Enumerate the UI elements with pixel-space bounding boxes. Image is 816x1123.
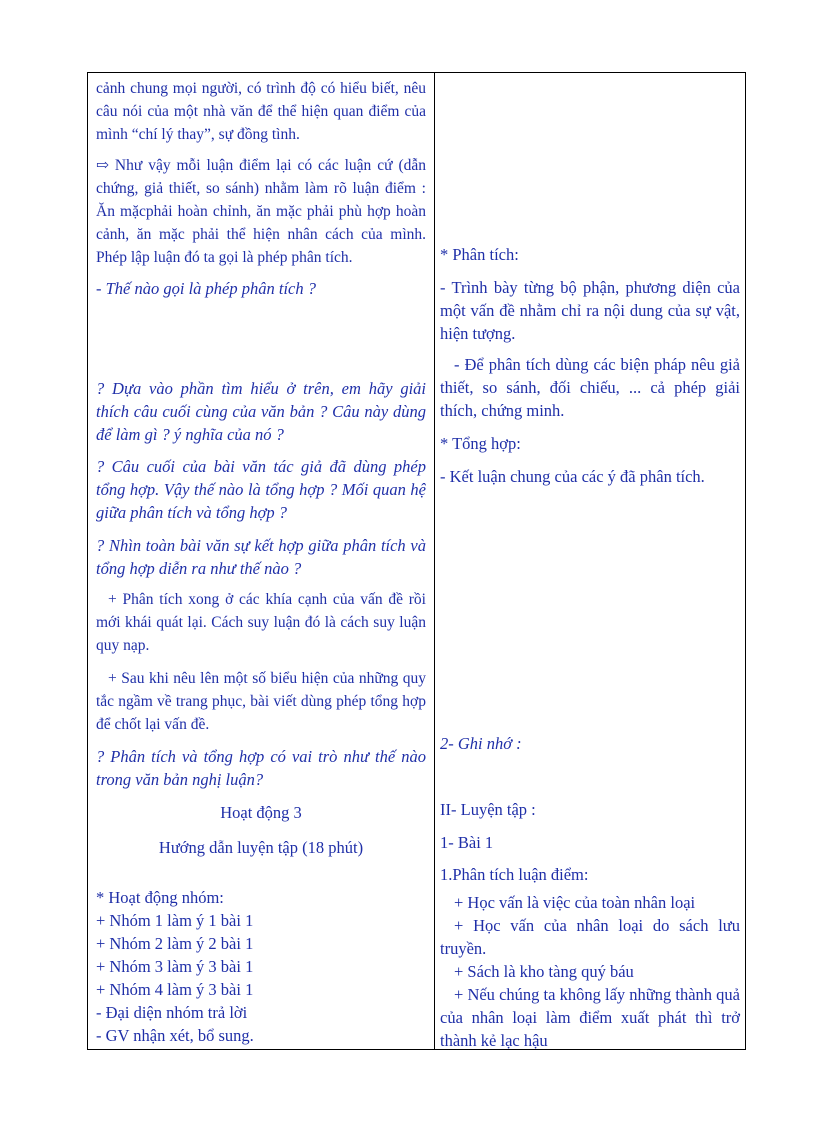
point-books-treasure: + Sách là kho tàng quý báu xyxy=(454,962,634,981)
paragraph-summary: ⇨ Như vậy mỗi luận điểm lại có các luận cứ (dẫn chứng, giả thiết, so sánh) nhằm làm rõ luận điểm : Ăn mặcphải hoàn chỉnh, ăn mặc phải phù hợp hoàn cảnh, ăn mặc phải thể hiện nhân cách của mình. Phép lập luận đó ta gọi là phép phân tích. xyxy=(96,157,426,266)
column-divider xyxy=(434,73,435,1049)
heading-remember: 2- Ghi nhớ : xyxy=(440,734,522,753)
question-role: ? Phân tích và tổng hợp có vai trò như thế nào trong văn bản nghị luận? xyxy=(96,747,426,789)
question-synthesis: ? Câu cuối của bài văn tác giả đã dùng phép tổng hợp. Vậy thế nào là tổng hợp ? Mối quan hệ giữa phân tích và tổng hợp ? xyxy=(96,457,426,522)
group-heading: * Hoạt động nhóm: xyxy=(96,888,224,907)
lesson-table xyxy=(87,72,746,1050)
point-books-transmit: + Học vấn của nhân loại do sách lưu truyền. xyxy=(440,916,740,958)
paragraph-context: cảnh chung mọi người, có trình độ có hiểu biết, nêu câu nói của một nhà văn để thể hiện quan điểm của mình “chí lý thay”, sự đồng tình. xyxy=(96,80,426,143)
group-item-4: + Nhóm 4 làm ý 3 bài 1 xyxy=(96,980,254,999)
teacher-comment: - GV nhận xét, bổ sung. xyxy=(96,1026,254,1045)
analysis-definition: - Trình bày từng bộ phận, phương diện của một vấn đề nhằm chỉ ra nội dung của sự vật, hiện tượng. xyxy=(440,278,740,343)
paragraph-induction: + Phân tích xong ở các khía cạnh của vấn đề rồi mới khái quát lại. Cách suy luận đó là cách suy luận quy nạp. xyxy=(96,591,426,654)
question-combination: ? Nhìn toàn bài văn sự kết hợp giữa phân tích và tổng hợp diễn ra như thế nào ? xyxy=(96,536,426,578)
heading-exercise-1: 1- Bài 1 xyxy=(440,833,494,852)
activity-subtitle: Hướng dẫn luyện tập (18 phút) xyxy=(158,838,364,857)
group-item-3: + Nhóm 3 làm ý 3 bài 1 xyxy=(96,957,254,976)
group-activity-list xyxy=(96,886,254,1047)
group-answer: - Đại diện nhóm trả lời xyxy=(96,1003,248,1022)
heading-analyze-thesis: 1.Phân tích luận điểm: xyxy=(440,865,589,884)
paragraph-conclusion: + Sau khi nêu lên một số biểu hiện của những quy tắc ngầm về trang phục, bài viết dùng phép tổng hợp để chốt lại vấn đề. xyxy=(96,670,426,733)
analysis-methods: - Để phân tích dùng các biện pháp nêu giả thiết, so sánh, đối chiếu, ... cả phép giải thích, chứng minh. xyxy=(440,355,740,420)
point-learning: + Học vấn là việc của toàn nhân loại xyxy=(454,893,696,912)
question-analysis: - Thế nào gọi là phép phân tích ? xyxy=(96,279,316,298)
question-last-sentence: ? Dựa vào phần tìm hiểu ở trên, em hãy giải thích câu cuối cùng của văn bản ? Câu này dùng để làm gì ? ý nghĩa của nó ? xyxy=(96,379,426,444)
group-item-2: + Nhóm 2 làm ý 2 bài 1 xyxy=(96,934,254,953)
heading-analysis: * Phân tích: xyxy=(440,245,519,264)
heading-synthesis: * Tổng hợp: xyxy=(440,434,521,453)
heading-practice: II- Luyện tập : xyxy=(440,800,536,819)
synthesis-definition: - Kết luận chung của các ý đã phân tích. xyxy=(440,467,705,486)
activity-title: Hoạt động 3 xyxy=(220,803,302,822)
group-item-1: + Nhóm 1 làm ý 1 bài 1 xyxy=(96,911,254,930)
point-backward: + Nếu chúng ta không lấy những thành quả của nhân loại làm điểm xuất phát thì trở thành kẻ lạc hậu xyxy=(440,985,740,1050)
